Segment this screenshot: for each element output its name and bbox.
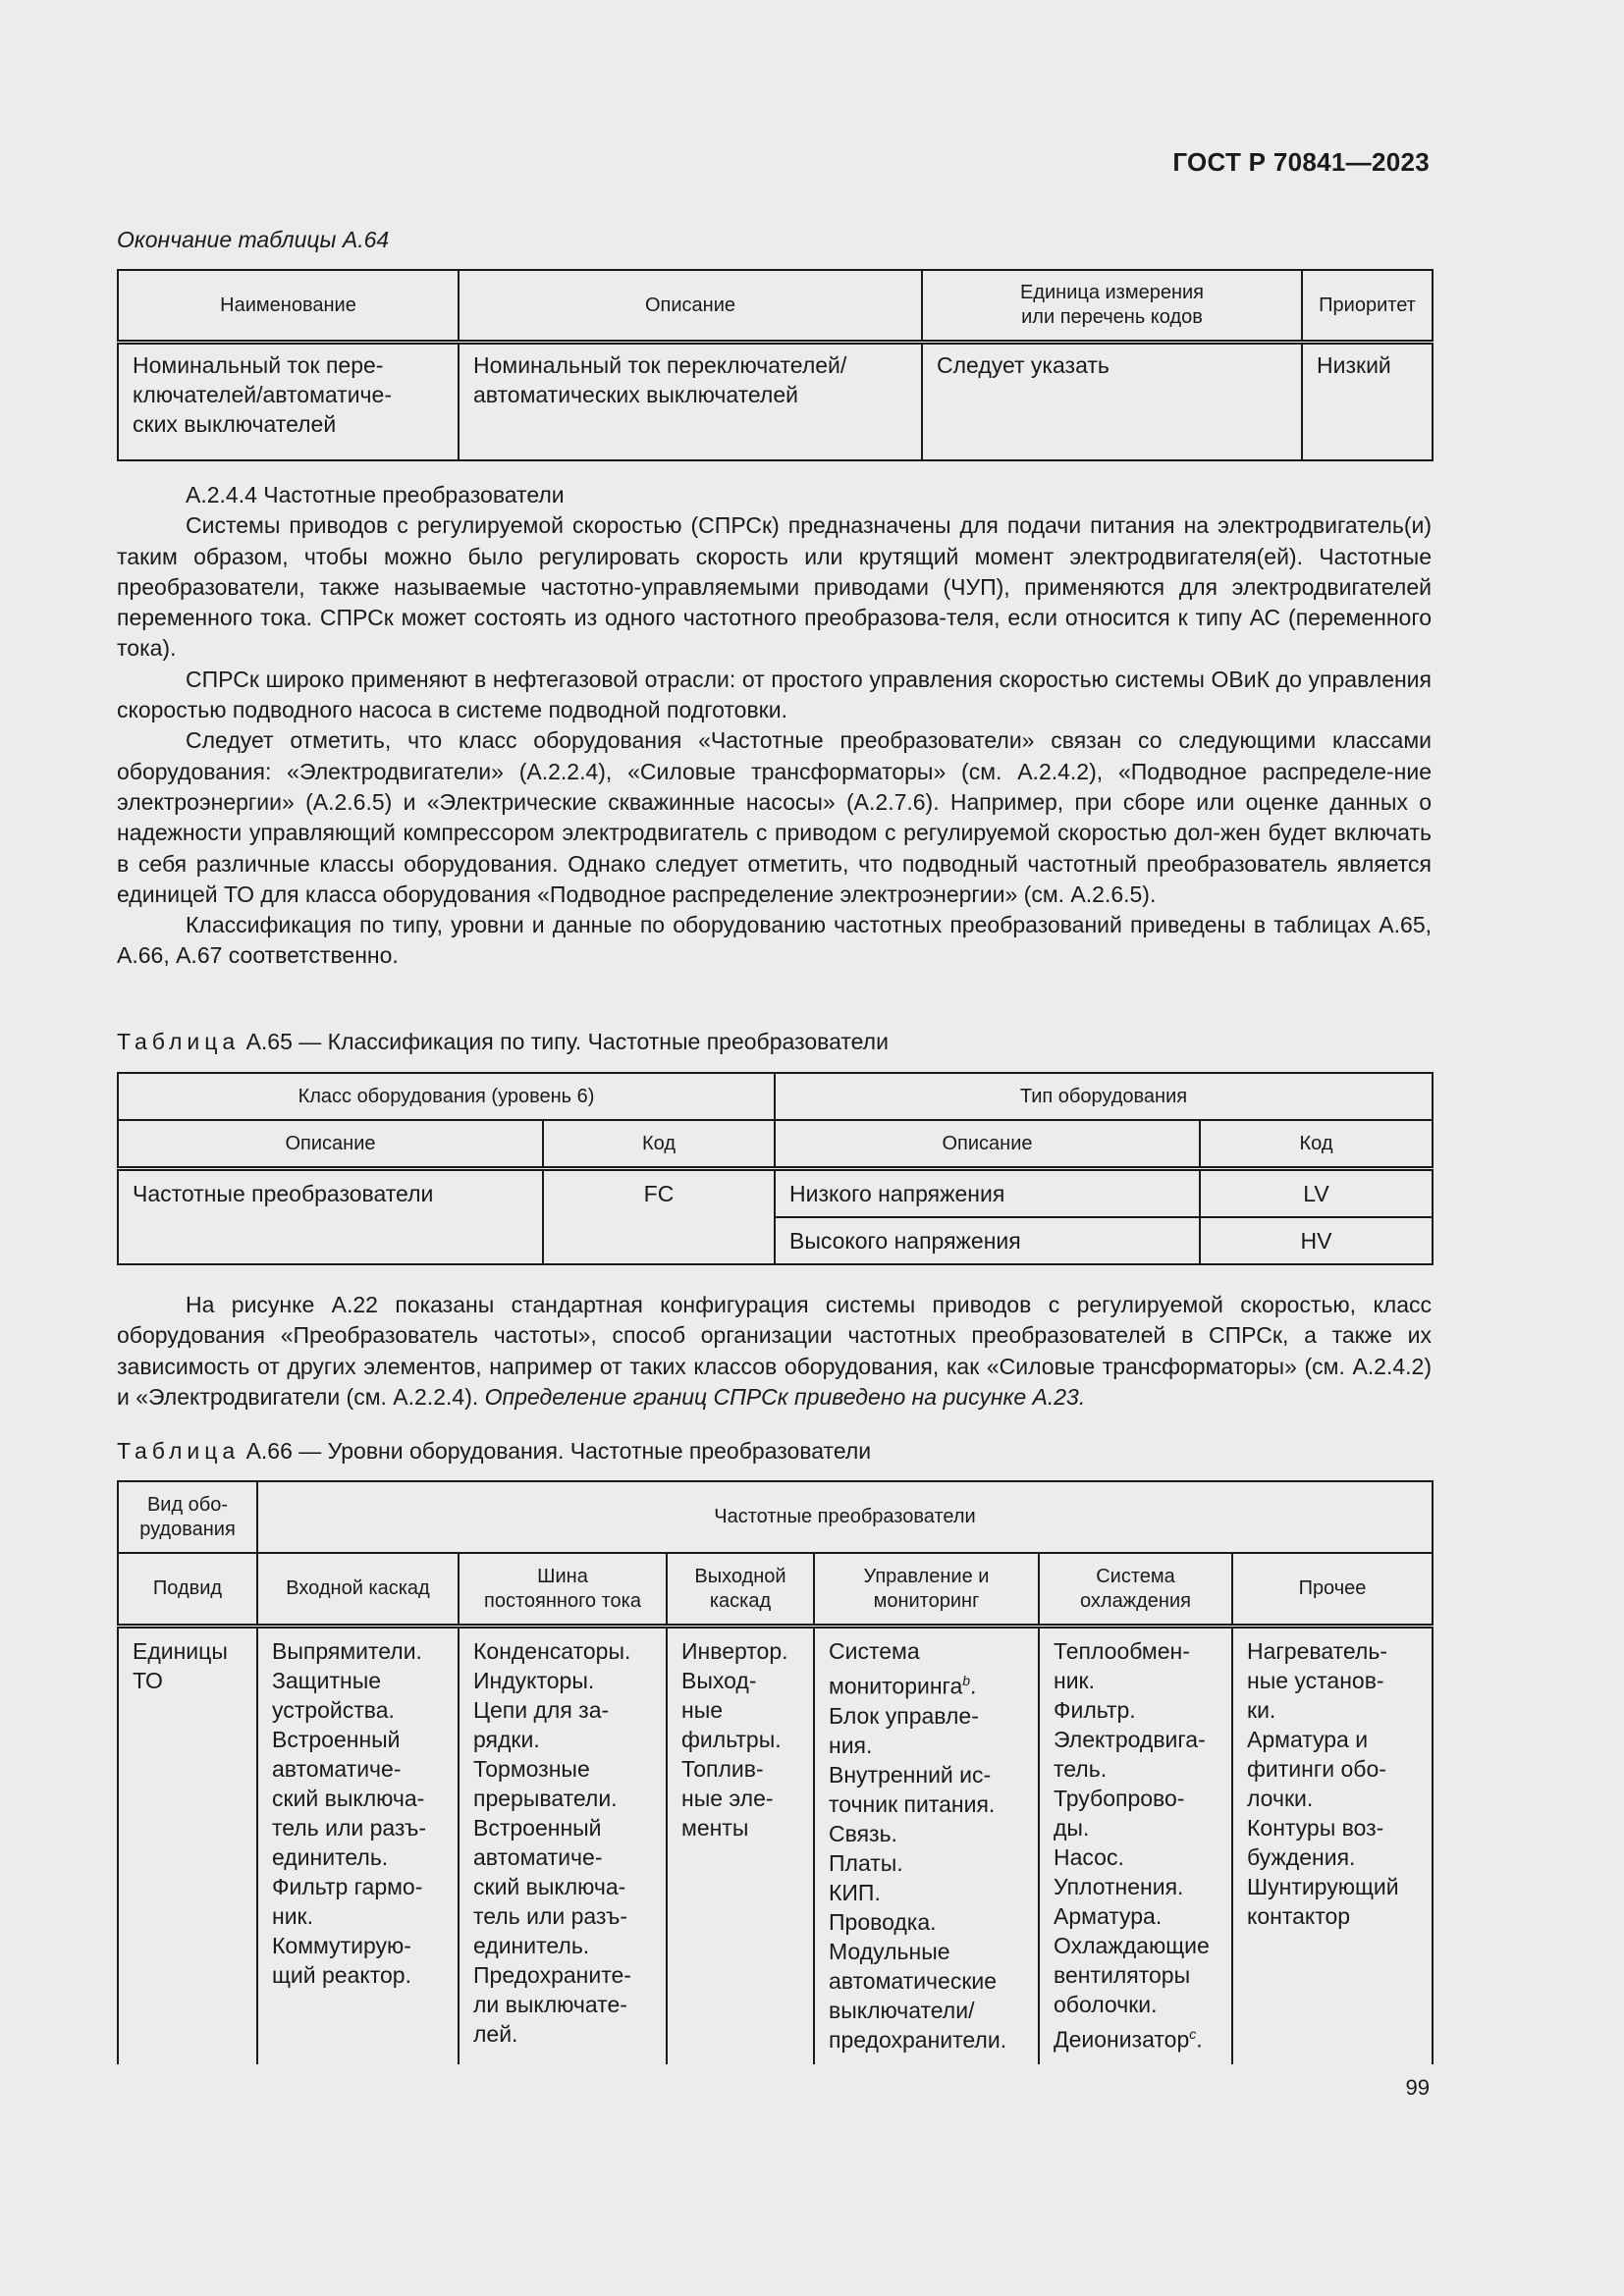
header-unit: Единица измерения или перечень кодов [922, 270, 1302, 343]
caption-text: А.65 — Классификация по типу. Частотные преобразователи [245, 1029, 889, 1054]
page-number: 99 [1405, 2075, 1430, 2100]
paragraph-italic: Определение границ СПРСк приведено на рисунке А.23. [484, 1383, 1086, 1410]
cell-name: Номинальный ток пере- ключателей/автоматиче- ских выключателей [118, 343, 459, 461]
paragraph: Системы приводов с регулируемой скоростью (СПРСк) предназначены для подачи питания на электродвигатель(и) таким образом, чтобы можно было регулировать скорость или крутящий момент электродвигателя(ей). Частотные преобразователи, также называемые частотно-управляемыми приводами (ЧУП), применяются для электродвигателей переменного тока. СПРСк может состоять из одного частотного преобразова-теля, если относится к типу АС (переменного тока). [117, 512, 1432, 662]
table-a65-caption [117, 1029, 889, 1055]
cell-cooling-system [1039, 1627, 1232, 2065]
header-name: Наименование [118, 270, 459, 343]
header-equipment-class: Класс оборудования (уровень 6) [118, 1073, 775, 1120]
cell-type-description: Высокого напряжения [775, 1217, 1200, 1264]
table-a65 [117, 1072, 1434, 1265]
header-equipment-kind: Вид обо- рудования [118, 1481, 257, 1553]
cell-description: Номинальный ток переключателей/ автоматических выключателей [459, 343, 922, 461]
cell-type-code: HV [1200, 1217, 1433, 1264]
cell-priority: Низкий [1302, 343, 1433, 461]
header-dc-bus: Шина постоянного тока [459, 1553, 667, 1627]
header-class-code: Код [543, 1120, 775, 1169]
paragraph: Классификация по типу, уровни и данные по оборудованию частотных преобразований приведены в таблицах А.65, А.66, А.67 соответственно. [117, 912, 1432, 969]
header-cooling-system: Система охлаждения [1039, 1553, 1232, 1627]
cell-input-stage: Выпрямители. Защитные устройства. Встроенный автоматиче- ский выключа- тель или разъ- единитель. Фильтр гармо- ник. Коммутирую- щий реактор. [257, 1627, 459, 2065]
header-type-code: Код [1200, 1120, 1433, 1169]
paragraph-main: На рисунке А.22 показаны стандартная конфигурация системы приводов с регулируемой скоростью, класс оборудования «Преобразователь частоты», способ организации частотных преобразователей в СПРСк, а также их зависимость от других элементов, например от таких классов оборудования, как «Силовые трансформаторы» (см. А.2.4.2) и «Электродвигатели (см. А.2.2.4). [117, 1292, 1432, 1410]
caption-text: А.66 — Уровни оборудования. Частотные преобразователи [245, 1438, 872, 1464]
figure-reference-text [117, 1290, 1432, 1413]
header-control-monitoring: Управление и мониторинг [814, 1553, 1039, 1627]
cell-text: Система мониторинга [829, 1638, 963, 1699]
cell-output-stage: Инвертор. Выход- ные фильтры. Топлив- ные эле- менты [667, 1627, 814, 2065]
header-output-stage: Выходной каскад [667, 1553, 814, 1627]
footnote-mark: c [1189, 2026, 1197, 2042]
table-continuation-caption: Окончание таблицы А.64 [117, 227, 390, 252]
table-a64-end [117, 269, 1434, 461]
table-a66-caption [117, 1438, 871, 1465]
cell-text: Теплообмен- ник. Фильтр. Электродвига- тель. Трубопрово- ды. Насос. Уплотнения. Арматура. Охлаждающие вентиляторы оболочки. Деионизатор [1054, 1638, 1210, 2053]
caption-word: Таблица [117, 1029, 241, 1054]
header-type-description: Описание [775, 1120, 1200, 1169]
section-text [117, 480, 1432, 972]
table-a66 [117, 1480, 1434, 2064]
header-priority: Приоритет [1302, 270, 1433, 343]
cell-text: Блок управле- ния. Внутренний ис- точник питания. Связь. Платы. КИП. Проводка. Модульные автоматические выключатели/ предохранители. [829, 1702, 1007, 2053]
cell-control-monitoring: Система мониторинга$^b$. Блок управле- ния. Внутренний ис- точник питания. Связь. Платы. КИП. Проводка. Модульные автоматические выключатели/ предохранители. [814, 1627, 1039, 2065]
header-description: Описание [459, 270, 922, 343]
paragraph: Следует отметить, что класс оборудования «Частотные преобразователи» связан со следующими классами оборудования: «Электродвигатели» (А.2.2.4), «Силовые трансформаторы» (см. А.2.4.2), «Подводное распределе-ние электроэнергии» (А.2.6.5) и «Электрические скважинные насосы» (А.2.7.6). Например, при сборе или оценке данных о надежности управляющий компрессором электродвигатель с приводом с регулируемой скоростью дол-жен будет включать в себя различные классы оборудования. Однако следует отметить, что подводный частотный преобразователь является единицей ТО для класса оборудования «Подводное распределение электроэнергии» (см. А.2.6.5). [117, 727, 1432, 907]
paragraph: СПРСк широко применяют в нефтегазовой отрасли: от простого управления скоростью системы ОВиК до управления скоростью подводного насоса в системе подводной подготовки. [117, 666, 1432, 723]
header-frequency-converters: Частотные преобразователи [257, 1481, 1433, 1553]
header-subkind: Подвид [118, 1553, 257, 1627]
cell-text: . [1196, 2026, 1203, 2053]
section-heading: А.2.4.4 Частотные преобразователи [186, 482, 565, 507]
document-standard-id: ГОСТ Р 70841—2023 [1172, 147, 1430, 177]
header-class-description: Описание [118, 1120, 543, 1169]
cell-other: Нагреватель- ные установ- ки. Арматура и фитинги обо- лочки. Контуры воз- буждения. Шунтирующий контактор [1232, 1627, 1433, 2065]
header-input-stage: Входной каскад [257, 1553, 459, 1627]
caption-word: Таблица [117, 1438, 241, 1464]
cell-type-description: Низкого напряжения [775, 1169, 1200, 1218]
footnote-mark: b [962, 1673, 971, 1688]
cell-subkind: Единицы ТО [118, 1627, 257, 2065]
header-equipment-type: Тип оборудования [775, 1073, 1433, 1120]
cell-dc-bus: Конденсаторы. Индукторы. Цепи для за- рядки. Тормозные прерыватели. Встроенный автоматиче- ский выключа- тель или разъ- единитель. Предохраните- ли выключате- лей. [459, 1627, 667, 2065]
cell-class-description: Частотные преобразователи [118, 1169, 543, 1265]
cell-unit: Следует указать [922, 343, 1302, 461]
paragraph [117, 1290, 1432, 1413]
cell-class-code: FC [543, 1169, 775, 1265]
header-other: Прочее [1232, 1553, 1433, 1627]
cell-type-code: LV [1200, 1169, 1433, 1218]
